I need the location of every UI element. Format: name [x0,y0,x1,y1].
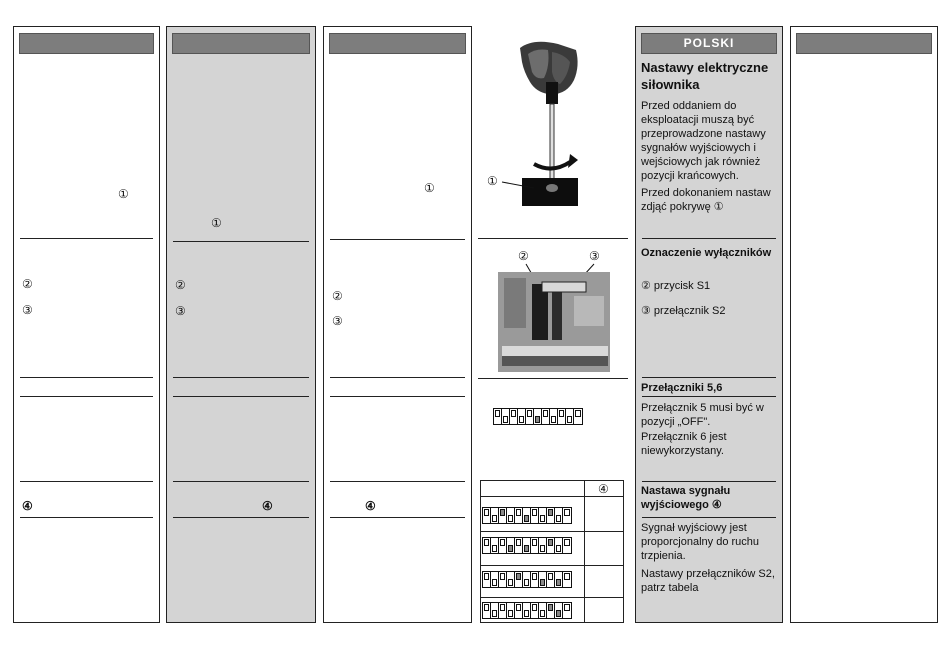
column-1 [13,26,160,623]
intro-paragraph: Przed oddaniem do eksploatacji muszą być przeprowadzone nastawy sygnałów wyjściowych i wejściowych jak również pozycji krańcowych. [641,100,766,182]
column-3 [323,26,472,623]
divider [642,238,776,239]
marker-2: ② [22,277,33,291]
marker-4: ④ [22,499,33,513]
divider [642,377,776,378]
section-switch56-p1: Przełącznik 5 musi być w pozycji „OFF". [641,402,764,428]
marker-3: ③ [589,249,600,263]
divider [642,396,776,397]
marker-2: ② [518,249,529,263]
section-switch56-p2: Przełącznik 6 jest niewykorzystany. [641,431,727,457]
divider [642,517,776,518]
marker-1: ① [211,216,222,230]
circuit-board-figure [478,258,628,378]
section-switches-item-1: ② przycisk S1 [641,280,711,292]
marker-1: ① [118,187,129,201]
marker-1: ① [424,181,435,195]
column-2 [166,26,316,623]
column-header [172,33,310,54]
divider [173,396,309,397]
divider [330,517,465,518]
section-output-p2: Nastawy przełączników S2, patrz tabela [641,568,775,594]
divider [330,239,465,240]
divider [642,481,776,482]
section-output-p1: Sygnał wyjściowy jest proporcjonalny do ruchu trzpienia. [641,522,760,562]
marker-4: ④ [365,499,376,513]
column-polski [635,26,783,623]
divider [330,396,465,397]
table-switch-row-2 [482,537,572,554]
column-header [329,33,466,54]
cover-paragraph: Przed dokonaniem nastaw zdjąć pokrywę ① [641,187,771,213]
section-switch56-title: Przełączniki 5,6 [641,382,723,394]
table-switch-row-1 [482,507,572,524]
divider [173,481,309,482]
dip-switch-s2 [493,408,583,425]
table-switch-row-3 [482,571,572,588]
divider [173,241,309,242]
divider [20,396,153,397]
marker-2: ② [332,289,343,303]
marker-3: ③ [175,304,186,318]
polski-header: POLSKI [641,33,777,54]
marker-4: ④ [598,482,609,496]
divider [478,238,628,239]
page-title: Nastawy elektryczne siłownika [641,60,769,92]
divider [173,377,309,378]
column-header [796,33,932,54]
column-header [19,33,154,54]
column-6 [790,26,938,623]
section-output-title: Nastawa sygnału wyjściowego ④ [641,485,731,511]
marker-4: ④ [262,499,273,513]
marker-3: ③ [22,303,33,317]
divider [20,377,153,378]
marker-2: ② [175,278,186,292]
marker-3: ③ [332,314,343,328]
table-switch-row-4 [482,602,572,619]
divider [330,377,465,378]
divider [20,238,153,239]
figure-column [478,26,628,623]
section-switches-item-2: ③ przełącznik S2 [641,305,726,317]
divider [478,378,628,379]
divider [20,481,153,482]
divider [173,517,309,518]
screwdriver-figure [478,36,628,226]
section-switches-title: Oznaczenie wyłączników [641,247,772,259]
divider [20,517,153,518]
marker-1: ① [487,174,498,188]
divider [330,481,465,482]
